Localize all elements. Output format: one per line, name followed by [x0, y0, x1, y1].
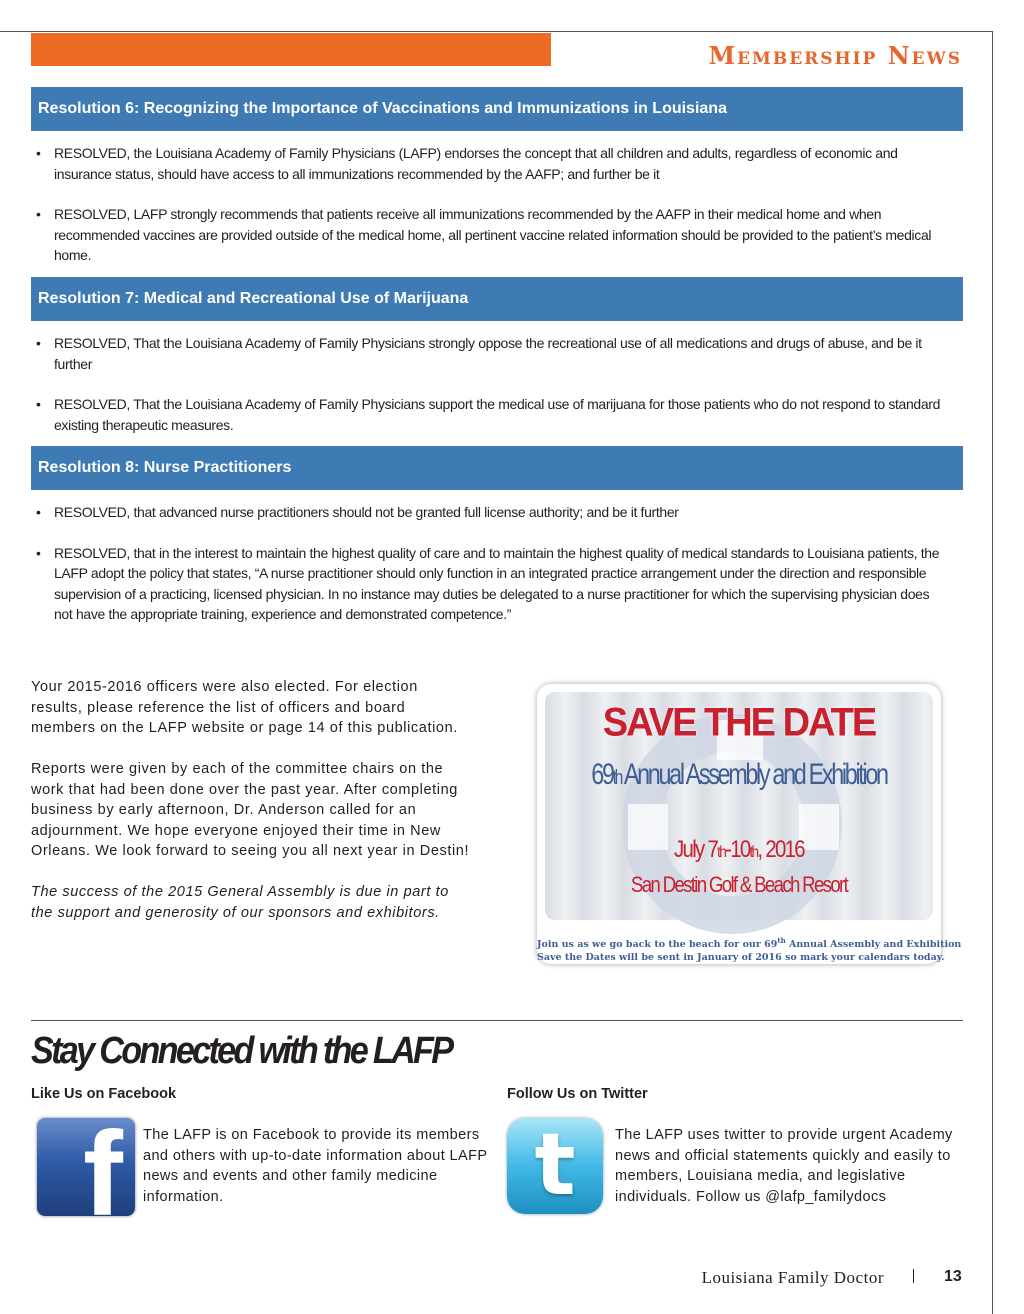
save-the-date-card	[537, 684, 962, 964]
twitter-glyph: t	[534, 1115, 576, 1215]
article-body	[31, 677, 471, 944]
event-name: 69th Annual Assembly and Exhibition	[591, 758, 887, 791]
event-dates: July 7th-10th, 2016	[674, 836, 804, 863]
facebook-heading: Like Us on Facebook	[31, 1086, 177, 1102]
stay-connected-title: Stay Connected with the LAFP	[31, 1030, 452, 1072]
bullet-icon: •	[36, 504, 41, 520]
note-line-2: Save the Dates will be sent in January of 2016 so mark your calendars today.	[537, 952, 945, 964]
bullet-icon: •	[36, 335, 41, 351]
list-item	[31, 143, 951, 184]
header-accent-bar	[31, 33, 551, 66]
resolution-text: RESOLVED, that in the interest to maintain the highest quality of care and to maintain the highest quality of medical standards to Louisiana patients, the LAFP adopt the policy that states, “A nurse practitioner should only function in an integrated practice arrangement under the direction and responsible supervision of a practicing, licensed physician. In no instance may duties be delegated to a nurse practitioner for which the supervising physician does not have the appropriate training, experience and demonstrated competence.”	[54, 544, 940, 622]
resolution-7-header: Resolution 7: Medical and Recreational Use of Marijuana	[31, 277, 963, 321]
list-item	[31, 502, 951, 523]
resolution-6-list	[31, 143, 951, 286]
section-divider	[31, 1020, 963, 1021]
list-item	[31, 333, 951, 374]
list-item	[31, 394, 951, 435]
facebook-description: The LAFP is on Facebook to provide its members and others with up-to-date information about LAFP news and events and other family medicine information.	[143, 1127, 488, 1205]
list-item	[31, 543, 951, 625]
twitter-description: The LAFP uses twitter to provide urgent Academy news and official statements quickly and easily to members, Louisiana media, and legislative individuals. Follow us @lafp_familydocs	[615, 1127, 953, 1205]
twitter-icon[interactable]	[507, 1115, 603, 1215]
bullet-icon: •	[36, 206, 41, 222]
right-rule	[992, 31, 993, 1314]
list-item	[31, 204, 951, 266]
magazine-name: Louisiana Family Doctor	[701, 1268, 884, 1287]
facebook-icon[interactable]	[37, 1107, 135, 1241]
bullet-icon: •	[36, 544, 41, 561]
resolution-text: RESOLVED, that advanced nurse practitioners should not be granted full license authority; and be it further	[54, 504, 679, 520]
bullet-icon: •	[36, 396, 41, 412]
resolution-text: RESOLVED, That the Louisiana Academy of Family Physicians strongly oppose the recreational use of all medications and drugs of abuse, and be it further	[54, 335, 922, 372]
section-title: Membership News	[708, 41, 962, 70]
top-rule	[0, 31, 992, 32]
resolution-8-header: Resolution 8: Nurse Practitioners	[31, 446, 963, 490]
paragraph-sponsors: The success of the 2015 General Assembly is due in part to the support and generosity of our sponsors and exhibitors.	[31, 884, 449, 921]
resolution-7-list	[31, 333, 951, 455]
resolution-8-list	[31, 502, 951, 645]
bullet-icon: •	[36, 145, 41, 161]
footer-separator	[913, 1269, 914, 1283]
resolution-text: RESOLVED, That the Louisiana Academy of Family Physicians support the medical use of marijuana for those patients who do not respond to standard existing therapeutic measures.	[54, 396, 941, 433]
paragraph-officers: Your 2015-2016 officers were also elected. For election results, please reference the list of officers and board members on the LAFP website or page 14 of this publication.	[31, 679, 458, 736]
page-number: 13	[944, 1268, 962, 1285]
facebook-glyph: f	[83, 1107, 123, 1241]
resolution-text: RESOLVED, LAFP strongly recommends that patients receive all immunizations recommended by the AAFP in their medical home and when recommended vaccines are provided outside of the medical home, all pertinent vaccine related information should be provided to the patient’s medical home.	[54, 206, 932, 263]
save-the-date-headline: SAVE THE DATE	[602, 700, 876, 746]
save-the-date-note	[537, 934, 962, 964]
paragraph-reports: Reports were given by each of the committee chairs on the work that had been done over the past year. After completing business by early afternoon, Dr. Anderson called for an adjournment. We hope everyone enjoyed their time in New Orleans. We look forward to seeing you all next year in Destin!	[31, 761, 470, 859]
twitter-heading: Follow Us on Twitter	[507, 1086, 648, 1102]
note-line-1: Join us as we go back to the beach for our 69th Annual Assembly and Exhibition	[537, 936, 962, 951]
resolution-6-header: Resolution 6: Recognizing the Importance of Vaccinations and Immunizations in Louisiana	[31, 87, 963, 131]
resolution-text: RESOLVED, the Louisiana Academy of Family Physicians (LAFP) endorses the concept that all children and adults, regardless of economic and insurance status, should have access to all immunizations recommended by the AAFP; and further be it	[54, 145, 898, 182]
event-venue: San Destin Golf & Beach Resort	[630, 872, 848, 897]
